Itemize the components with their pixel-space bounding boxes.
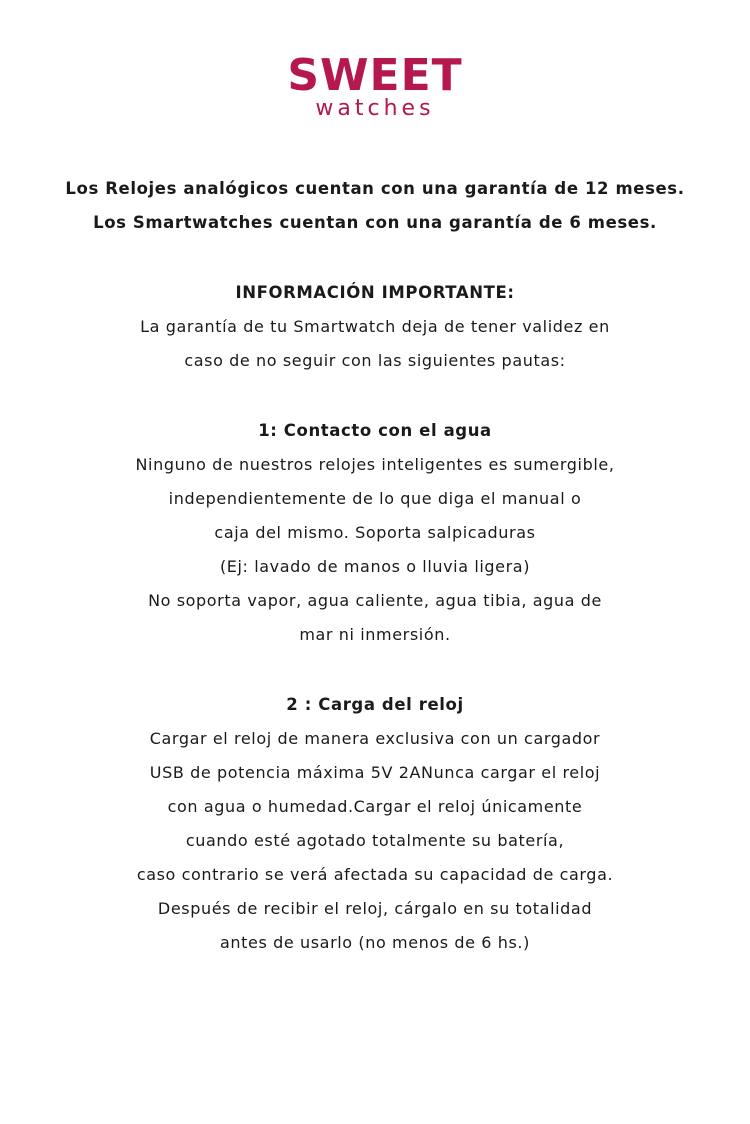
warranty-analog-line: Los Relojes analógicos cuentan con una garantía de 12 meses.: [65, 179, 685, 198]
section2-text-line: Cargar el reloj de manera exclusiva con un cargador: [149, 729, 601, 748]
section2-text-line: cuando esté agotado totalmente su batería,: [185, 831, 565, 850]
section2-text-line: antes de usarlo (no menos de 6 hs.): [220, 933, 530, 952]
logo-main-text: SWEET: [287, 50, 463, 101]
section2-text-line: con agua o humedad.Cargar el reloj únicamente: [167, 797, 583, 816]
important-heading: INFORMACIÓN IMPORTANTE:: [235, 283, 515, 302]
section1-text-line: caja del mismo. Soporta salpicaduras: [214, 523, 536, 542]
warranty-content: [0, 172, 750, 960]
section1-text-line: No soporta vapor, agua caliente, agua tibia, agua de: [148, 591, 602, 610]
spacer: [0, 378, 750, 414]
section1-text-line: Ninguno de nuestros relojes inteligentes es sumergible,: [135, 455, 615, 474]
logo-sub-text: watches: [315, 96, 435, 121]
section2-text-line: Después de recibir el reloj, cárgalo en su totalidad: [157, 899, 593, 918]
section1-text-line: (Ej: lavado de manos o lluvia ligera): [219, 557, 531, 576]
spacer: [0, 652, 750, 688]
section2-text-line: caso contrario se verá afectada su capacidad de carga.: [136, 865, 614, 884]
section1-text-line: mar ni inmersión.: [299, 625, 451, 644]
important-text-line: caso de no seguir con las siguientes pautas:: [184, 351, 566, 370]
section2-text-line: USB de potencia máxima 5V 2ANunca cargar el reloj: [149, 763, 601, 782]
spacer: [0, 240, 750, 276]
section1-text-line: independientemente de lo que diga el manual o: [168, 489, 582, 508]
section1-heading: 1: Contacto con el agua: [258, 421, 492, 440]
brand-logo: [0, 52, 750, 120]
important-text-line: La garantía de tu Smartwatch deja de tener validez en: [140, 317, 610, 336]
warranty-smartwatch-line: Los Smartwatches cuentan con una garantía de 6 meses.: [93, 213, 657, 232]
section2-heading: 2 : Carga del reloj: [286, 695, 464, 714]
